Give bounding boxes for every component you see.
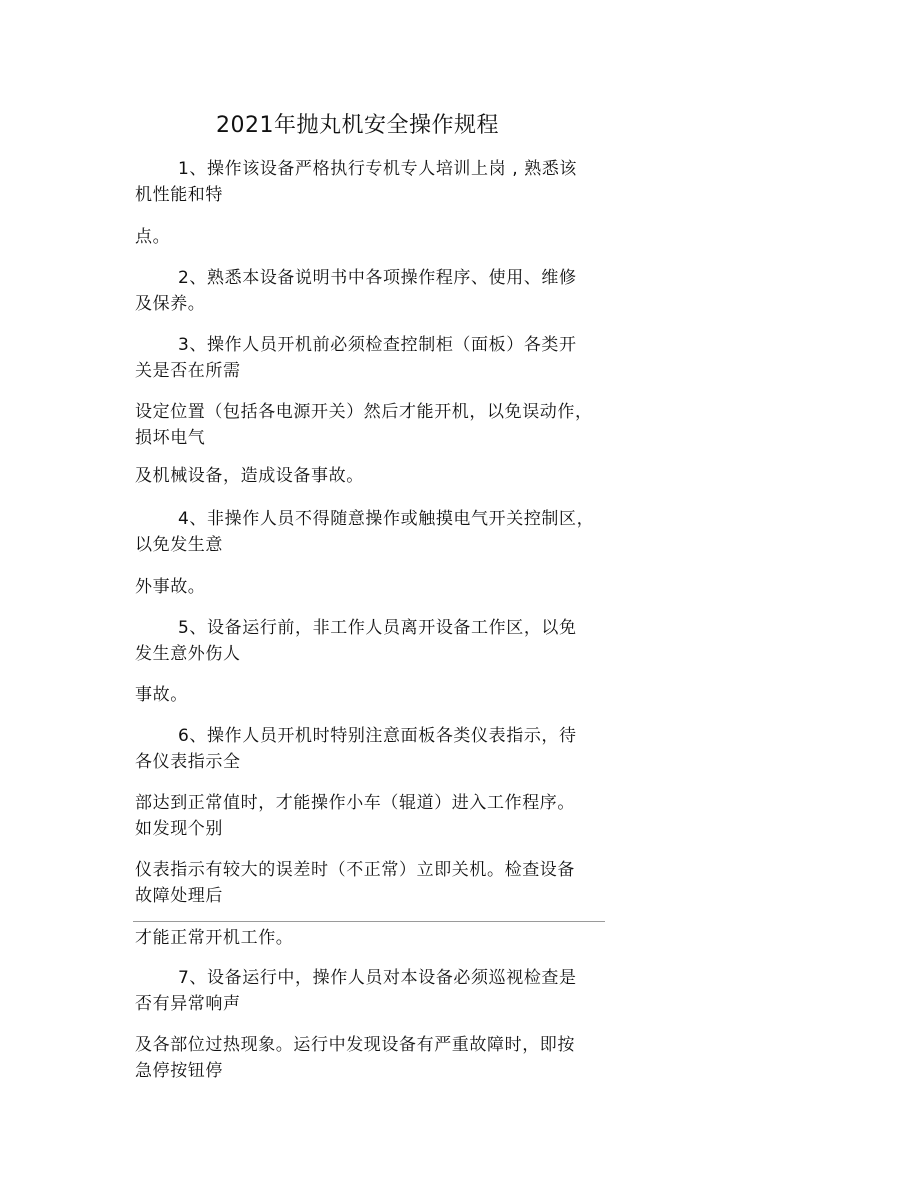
- paragraph-line: 及各部位过热现象。运行中发现设备有严重故障时，即按: [135, 1035, 575, 1055]
- paragraph-line: 3、操作人员开机前必须检查控制柜（面板）各类开: [178, 335, 577, 355]
- paragraph-line: 发生意外伤人: [135, 644, 241, 664]
- paragraph-line: 设定位置（包括各电源开关）然后才能开机，以免误动作，: [135, 402, 593, 422]
- paragraph-line: 如发现个别: [135, 819, 223, 839]
- paragraph-line: 7、设备运行中，操作人员对本设备必须巡视检查是: [178, 968, 577, 988]
- paragraph-line: 外事故。: [135, 577, 206, 597]
- horizontal-rule: [133, 921, 605, 922]
- paragraph-line: 6、操作人员开机时特别注意面板各类仪表指示，待: [178, 726, 577, 746]
- paragraph-line: 点。: [135, 227, 171, 247]
- paragraph-line: 及保养。: [135, 294, 206, 314]
- paragraph-line: 各仪表指示全: [135, 752, 241, 772]
- paragraph-line: 5、设备运行前，非工作人员离开设备工作区，以免: [178, 618, 577, 638]
- paragraph-line: 急停按钮停: [135, 1061, 223, 1081]
- paragraph-line: 及机械设备，造成设备事故。: [135, 466, 364, 486]
- paragraph-line: 故障处理后: [135, 886, 223, 906]
- paragraph-line: 机性能和特: [135, 185, 223, 205]
- document-title: 2021年抛丸机安全操作规程: [216, 113, 499, 138]
- paragraph-line: 事故。: [135, 685, 188, 705]
- paragraph-line: 部达到正常值时，才能操作小车（辊道）进入工作程序。: [135, 793, 575, 813]
- paragraph-line: 仪表指示有较大的误差时（不正常）立即关机。检查设备: [135, 860, 575, 880]
- paragraph-line: 2、熟悉本设备说明书中各项操作程序、使用、维修: [178, 268, 577, 288]
- paragraph-line: 才能正常开机工作。: [135, 928, 294, 948]
- paragraph-line: 以免发生意: [135, 535, 223, 555]
- paragraph-line: 否有异常响声: [135, 994, 241, 1014]
- paragraph-line: 关是否在所需: [135, 361, 241, 381]
- paragraph-line: 损坏电气: [135, 428, 206, 448]
- paragraph-line: 1、操作该设备严格执行专机专人培训上岗 , 熟悉该: [178, 159, 578, 179]
- paragraph-line: 4、非操作人员不得随意操作或触摸电气开关控制区，: [178, 509, 595, 529]
